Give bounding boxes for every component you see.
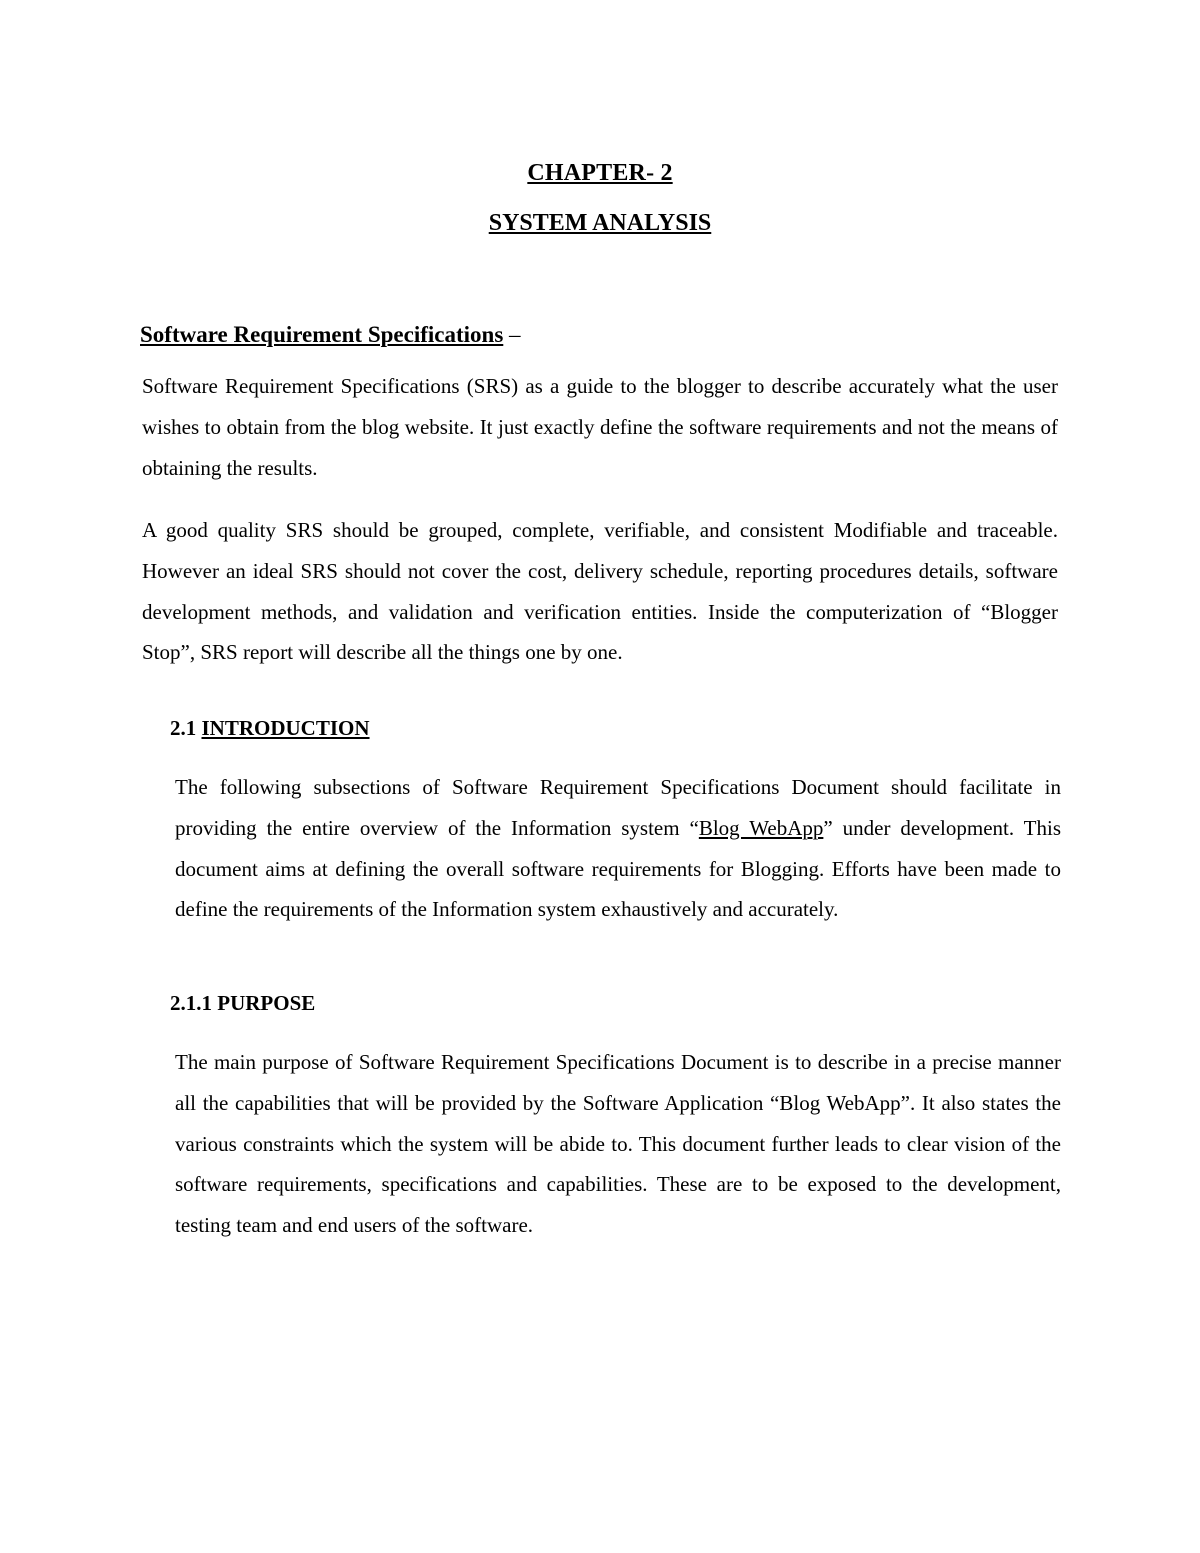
srs-paragraph-1: Software Requirement Specifications (SRS) as a guide to the blogger to describe accurately what the user wishes to obtain from the blog website. It just exactly define the software requirements and not the means of obtaining the results. <box>142 374 1058 480</box>
chapter-title: CHAPTER- 2 <box>527 160 673 186</box>
introduction-text-before-link: The following subsections of Software Requirement Specifications Document should facilitate in providing the entire overview of the Information system “ <box>175 775 1061 840</box>
srs-heading-text: Software Requirement Specifications <box>140 322 504 347</box>
introduction-title: INTRODUCTION <box>201 716 370 740</box>
introduction-heading <box>170 716 370 741</box>
srs-section-heading <box>140 322 521 348</box>
purpose-paragraph: The main purpose of Software Requirement Specifications Document is to describe in a precise manner all the capabilities that will be provided by the Software Application “Blog WebApp”. It also states the various constraints which the system will be abide to. This document further leads to clear vision of the software requirements, specifications and capabilities. These are to be exposed to the development, testing team and end users of the software. <box>175 1050 1061 1238</box>
srs-paragraph-2: A good quality SRS should be grouped, complete, verifiable, and consistent Modifiable and traceable. However an ideal SRS should not cover the cost, delivery schedule, reporting procedures details, software development methods, and validation and verification entities. Inside the computerization of “Blogger Stop”, SRS report will describe all the things one by one. <box>142 518 1058 665</box>
srs-heading-dash: – <box>503 322 521 347</box>
chapter-subtitle: SYSTEM ANALYSIS <box>488 210 712 236</box>
purpose-heading: 2.1.1 PURPOSE <box>170 991 316 1015</box>
introduction-number: 2.1 <box>170 716 202 740</box>
introduction-paragraph <box>175 767 1061 930</box>
introduction-text-after-link: ” under development. This document aims at defining the overall software requirements for Blogging. Efforts have been made to define the requirements of the Information system exhaustively and accurately. <box>175 815 1061 922</box>
blog-webapp-link[interactable]: Blog WebApp <box>698 815 824 840</box>
